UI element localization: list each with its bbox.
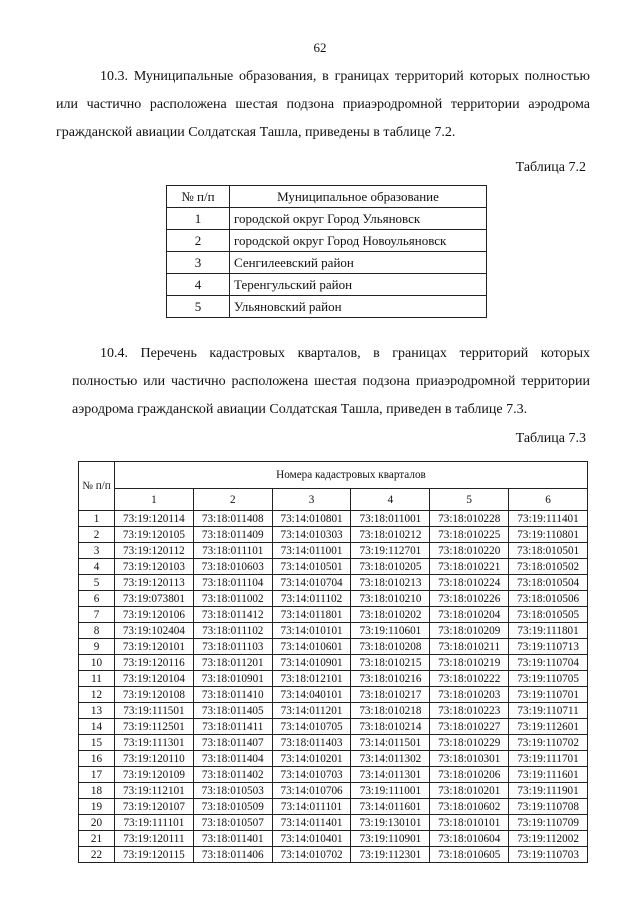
- cadastral-quarter-cell: 73:18:010501: [509, 543, 588, 559]
- cadastral-quarter-cell: 73:19:110711: [509, 703, 588, 719]
- cadastral-quarter-cell: 73:18:010202: [351, 607, 430, 623]
- cadastral-quarter-cell: 73:18:010225: [430, 527, 509, 543]
- municipality-cell: Теренгульский район: [230, 274, 487, 296]
- cadastral-quarter-cell: 73:18:010217: [351, 687, 430, 703]
- cadastral-quarter-cell: 73:19:110701: [509, 687, 588, 703]
- cadastral-quarter-cell: 73:18:011409: [193, 527, 272, 543]
- cadastral-quarter-cell: 73:19:120106: [115, 607, 194, 623]
- cadastral-quarter-cell: 73:19:110702: [509, 735, 588, 751]
- column-number-header: 5: [430, 489, 509, 511]
- table-row: [79, 511, 588, 527]
- cadastral-quarter-cell: 73:18:011101: [193, 543, 272, 559]
- row-number-cell: 12: [79, 687, 115, 703]
- cadastral-quarter-cell: 73:19:111901: [509, 783, 588, 799]
- cadastral-quarter-cell: 73:18:011403: [272, 735, 351, 751]
- cadastral-quarter-cell: 73:19:120113: [115, 575, 194, 591]
- cadastral-quarter-cell: 73:19:120109: [115, 767, 194, 783]
- table-row: [79, 815, 588, 831]
- cadastral-quarter-cell: 73:14:011601: [351, 799, 430, 815]
- table-row: [167, 296, 487, 318]
- row-number-cell: 20: [79, 815, 115, 831]
- table-row: [79, 751, 588, 767]
- cadastral-quarter-cell: 73:18:011405: [193, 703, 272, 719]
- cadastral-quarter-cell: 73:18:010216: [351, 671, 430, 687]
- cadastral-quarter-cell: 73:19:102404: [115, 623, 194, 639]
- cadastral-quarter-cell: 73:14:010101: [272, 623, 351, 639]
- cadastral-quarter-cell: 73:18:010223: [430, 703, 509, 719]
- table-group-header: Номера кадастровых кварталов: [115, 462, 588, 489]
- cadastral-quarter-cell: 73:18:010208: [351, 639, 430, 655]
- cadastral-quarter-cell: 73:18:011411: [193, 719, 272, 735]
- cadastral-quarter-cell: 73:14:011301: [351, 767, 430, 783]
- table-row: [79, 831, 588, 847]
- cadastral-quarter-cell: 73:18:010301: [430, 751, 509, 767]
- cadastral-quarter-cell: 73:19:111601: [509, 767, 588, 783]
- table-row: [167, 274, 487, 296]
- row-number-cell: 6: [79, 591, 115, 607]
- cadastral-quarter-cell: 73:14:011102: [272, 591, 351, 607]
- table-row: [79, 671, 588, 687]
- cadastral-quarter-cell: 73:19:110704: [509, 655, 588, 671]
- cadastral-quarter-cell: 73:18:010224: [430, 575, 509, 591]
- table-row: [79, 735, 588, 751]
- cadastral-quarter-cell: 73:14:010704: [272, 575, 351, 591]
- cadastral-quarter-cell: 73:19:111301: [115, 735, 194, 751]
- table-row: [79, 847, 588, 863]
- cadastral-quarter-cell: 73:19:120114: [115, 511, 194, 527]
- row-number-cell: 8: [79, 623, 115, 639]
- table-row: [79, 719, 588, 735]
- column-number-header: 3: [272, 489, 351, 511]
- cadastral-quarter-cell: 73:14:011201: [272, 703, 351, 719]
- cadastral-quarter-cell: 73:19:110713: [509, 639, 588, 655]
- cadastral-quarter-cell: 73:19:120105: [115, 527, 194, 543]
- cadastral-quarter-cell: 73:18:010901: [193, 671, 272, 687]
- cadastral-quarter-cell: 73:18:011410: [193, 687, 272, 703]
- row-number-cell: 9: [79, 639, 115, 655]
- table-header-number: № п/п: [167, 186, 230, 208]
- cadastral-quarter-cell: 73:18:011002: [193, 591, 272, 607]
- cadastral-quarter-cell: 73:18:011406: [193, 847, 272, 863]
- page-number: 62: [313, 40, 327, 55]
- cadastral-quarter-cell: 73:18:010212: [351, 527, 430, 543]
- cadastral-quarter-cell: 73:18:010226: [430, 591, 509, 607]
- cadastral-quarter-cell: 73:14:010706: [272, 783, 351, 799]
- cadastral-quarter-cell: 73:19:111501: [115, 703, 194, 719]
- cadastral-quarter-cell: 73:18:010229: [430, 735, 509, 751]
- municipality-cell: городской округ Город Новоульяновск: [230, 230, 487, 252]
- cadastral-quarter-cell: 73:18:011102: [193, 623, 272, 639]
- cadastral-quarter-cell: 73:19:110801: [509, 527, 588, 543]
- cadastral-quarter-cell: 73:19:110705: [509, 671, 588, 687]
- cadastral-quarter-cell: 73:14:011501: [351, 735, 430, 751]
- column-number-header: 2: [193, 489, 272, 511]
- cadastral-quarter-cell: 73:18:010603: [193, 559, 272, 575]
- municipality-cell: городской округ Город Ульяновск: [230, 208, 487, 230]
- cadastral-quarter-cell: 73:19:112301: [351, 847, 430, 863]
- cadastral-quarter-cell: 73:18:010206: [430, 767, 509, 783]
- row-number-cell: 19: [79, 799, 115, 815]
- cadastral-quarter-cell: 73:19:120112: [115, 543, 194, 559]
- cadastral-quarter-cell: 73:18:010213: [351, 575, 430, 591]
- row-number-cell: 11: [79, 671, 115, 687]
- cadastral-quarter-cell: 73:18:010209: [430, 623, 509, 639]
- table-row: [79, 559, 588, 575]
- table-row: [79, 639, 588, 655]
- cadastral-quarter-cell: 73:14:010201: [272, 751, 351, 767]
- cadastral-quarter-cell: 73:18:010503: [193, 783, 272, 799]
- row-number-cell: 7: [79, 607, 115, 623]
- cadastral-quarter-cell: 73:19:120111: [115, 831, 194, 847]
- cadastral-quarter-cell: 73:19:120110: [115, 751, 194, 767]
- cadastral-quarter-cell: 73:14:010702: [272, 847, 351, 863]
- cadastral-quarter-cell: 73:18:010201: [430, 783, 509, 799]
- cadastral-quarter-cell: 73:18:010509: [193, 799, 272, 815]
- cadastral-quarter-cell: 73:19:110601: [351, 623, 430, 639]
- cadastral-quarter-cell: 73:18:011001: [351, 511, 430, 527]
- cadastral-quarter-cell: 73:18:011103: [193, 639, 272, 655]
- table-row: [79, 799, 588, 815]
- table-row: [79, 783, 588, 799]
- cadastral-quarters-table: [78, 461, 588, 863]
- cadastral-quarter-cell: 73:18:010221: [430, 559, 509, 575]
- table-row: [79, 703, 588, 719]
- cadastral-quarter-cell: 73:18:010222: [430, 671, 509, 687]
- cadastral-quarter-cell: 73:18:010215: [351, 655, 430, 671]
- municipalities-table: [166, 185, 487, 318]
- cadastral-quarter-cell: 73:14:040101: [272, 687, 351, 703]
- row-number-cell: 10: [79, 655, 115, 671]
- cadastral-quarter-cell: 73:18:011404: [193, 751, 272, 767]
- cadastral-quarter-cell: 73:19:111001: [351, 783, 430, 799]
- row-number-cell: 4: [79, 559, 115, 575]
- cadastral-quarter-cell: 73:19:120108: [115, 687, 194, 703]
- cadastral-quarter-cell: 73:14:010601: [272, 639, 351, 655]
- table-7-2-caption: Таблица 7.2: [515, 160, 586, 175]
- row-number-cell: 18: [79, 783, 115, 799]
- cadastral-quarter-cell: 73:18:011412: [193, 607, 272, 623]
- cadastral-quarter-cell: 73:19:120116: [115, 655, 194, 671]
- cadastral-quarter-cell: 73:14:010901: [272, 655, 351, 671]
- cadastral-quarter-cell: 73:14:011001: [272, 543, 351, 559]
- table-row: [79, 767, 588, 783]
- cadastral-quarter-cell: 73:19:111801: [509, 623, 588, 639]
- cadastral-quarter-cell: 73:14:010703: [272, 767, 351, 783]
- section-10-4-paragraph: 10.4. Перечень кадастровых кварталов, в границах территорий которых полностью или частично расположена шестая подзона приаэродромной территории аэродрома гражданской авиации Солдатская Ташла, приведен в таблице 7.3.: [72, 346, 590, 417]
- cadastral-quarter-cell: 73:18:010214: [351, 719, 430, 735]
- cadastral-quarter-cell: 73:14:010705: [272, 719, 351, 735]
- row-number-cell: 3: [79, 543, 115, 559]
- cadastral-quarter-cell: 73:19:130101: [351, 815, 430, 831]
- cadastral-quarter-cell: 73:14:010501: [272, 559, 351, 575]
- cadastral-quarter-cell: 73:18:011201: [193, 655, 272, 671]
- table-row: [79, 607, 588, 623]
- cadastral-quarter-cell: 73:14:010801: [272, 511, 351, 527]
- cadastral-quarter-cell: 73:19:112501: [115, 719, 194, 735]
- cadastral-quarter-cell: 73:19:120107: [115, 799, 194, 815]
- cadastral-quarter-cell: 73:18:010205: [351, 559, 430, 575]
- row-number-cell: 5: [167, 296, 230, 318]
- cadastral-quarter-cell: 73:18:010219: [430, 655, 509, 671]
- municipality-cell: Сенгилеевский район: [230, 252, 487, 274]
- section-10-3-paragraph: 10.3. Муниципальные образования, в границах территорий которых полностью или частично расположена шестая подзона приаэродромной территории аэродрома гражданской авиации Солдатская Ташла, приведены в таблице 7.2.: [56, 69, 590, 140]
- table-7-3-caption: Таблица 7.3: [515, 431, 586, 446]
- municipality-cell: Ульяновский район: [230, 296, 487, 318]
- row-number-cell: 1: [167, 208, 230, 230]
- cadastral-quarter-cell: 73:19:111101: [115, 815, 194, 831]
- table-row: [167, 208, 487, 230]
- cadastral-quarter-cell: 73:18:011402: [193, 767, 272, 783]
- table-row: [79, 687, 588, 703]
- row-number-cell: 5: [79, 575, 115, 591]
- cadastral-quarter-cell: 73:19:112101: [115, 783, 194, 799]
- cadastral-quarter-cell: 73:18:010227: [430, 719, 509, 735]
- cadastral-quarter-cell: 73:14:010401: [272, 831, 351, 847]
- cadastral-quarter-cell: 73:19:120101: [115, 639, 194, 655]
- column-number-header: 1: [115, 489, 194, 511]
- row-number-cell: 17: [79, 767, 115, 783]
- table-row: [79, 543, 588, 559]
- table-row: [79, 591, 588, 607]
- cadastral-quarter-cell: 73:19:111401: [509, 511, 588, 527]
- table-row: [167, 230, 487, 252]
- row-number-cell: 1: [79, 511, 115, 527]
- cadastral-quarter-cell: 73:19:112701: [351, 543, 430, 559]
- cadastral-quarter-cell: 73:19:120115: [115, 847, 194, 863]
- table-row: [167, 252, 487, 274]
- row-number-cell: 13: [79, 703, 115, 719]
- cadastral-quarter-cell: 73:14:011401: [272, 815, 351, 831]
- row-number-cell: 15: [79, 735, 115, 751]
- cadastral-quarter-cell: 73:19:073801: [115, 591, 194, 607]
- cadastral-quarter-cell: 73:18:010605: [430, 847, 509, 863]
- cadastral-quarter-cell: 73:18:010228: [430, 511, 509, 527]
- cadastral-quarter-cell: 73:18:011104: [193, 575, 272, 591]
- cadastral-quarter-cell: 73:18:011408: [193, 511, 272, 527]
- row-number-cell: 4: [167, 274, 230, 296]
- cadastral-quarter-cell: 73:19:110709: [509, 815, 588, 831]
- cadastral-quarter-cell: 73:18:010101: [430, 815, 509, 831]
- table-row: [79, 623, 588, 639]
- cadastral-quarter-cell: 73:19:110901: [351, 831, 430, 847]
- cadastral-quarter-cell: 73:19:110703: [509, 847, 588, 863]
- column-number-header: 4: [351, 489, 430, 511]
- row-number-cell: 14: [79, 719, 115, 735]
- cadastral-quarter-cell: 73:18:010218: [351, 703, 430, 719]
- cadastral-quarter-cell: 73:18:011407: [193, 735, 272, 751]
- cadastral-quarter-cell: 73:18:010502: [509, 559, 588, 575]
- cadastral-quarter-cell: 73:19:111701: [509, 751, 588, 767]
- cadastral-quarter-cell: 73:19:112002: [509, 831, 588, 847]
- cadastral-quarter-cell: 73:18:010505: [509, 607, 588, 623]
- cadastral-quarter-cell: 73:14:011801: [272, 607, 351, 623]
- cadastral-quarter-cell: 73:18:011401: [193, 831, 272, 847]
- cadastral-quarter-cell: 73:19:110708: [509, 799, 588, 815]
- row-number-cell: 2: [79, 527, 115, 543]
- cadastral-quarter-cell: 73:14:010303: [272, 527, 351, 543]
- cadastral-quarter-cell: 73:19:112601: [509, 719, 588, 735]
- column-number-header: 6: [509, 489, 588, 511]
- row-number-cell: 16: [79, 751, 115, 767]
- cadastral-quarter-cell: 73:18:010504: [509, 575, 588, 591]
- cadastral-quarter-cell: 73:18:012101: [272, 671, 351, 687]
- cadastral-quarter-cell: 73:18:010210: [351, 591, 430, 607]
- row-number-cell: 22: [79, 847, 115, 863]
- row-number-cell: 21: [79, 831, 115, 847]
- cadastral-quarter-cell: 73:18:010507: [193, 815, 272, 831]
- cadastral-quarter-cell: 73:18:010204: [430, 607, 509, 623]
- row-number-cell: 3: [167, 252, 230, 274]
- cadastral-quarter-cell: 73:14:011302: [351, 751, 430, 767]
- table-header-number: № п/п: [79, 462, 115, 511]
- cadastral-quarter-cell: 73:18:010506: [509, 591, 588, 607]
- cadastral-quarter-cell: 73:18:010604: [430, 831, 509, 847]
- cadastral-quarter-cell: 73:18:010211: [430, 639, 509, 655]
- cadastral-quarter-cell: 73:14:011101: [272, 799, 351, 815]
- cadastral-quarter-cell: 73:19:120103: [115, 559, 194, 575]
- table-row: [79, 575, 588, 591]
- cadastral-quarter-cell: 73:18:010602: [430, 799, 509, 815]
- cadastral-quarter-cell: 73:18:010203: [430, 687, 509, 703]
- cadastral-quarter-cell: 73:19:120104: [115, 671, 194, 687]
- table-header-municipality: Муниципальное образование: [230, 186, 487, 208]
- row-number-cell: 2: [167, 230, 230, 252]
- table-row: [79, 527, 588, 543]
- table-row: [79, 655, 588, 671]
- cadastral-quarter-cell: 73:18:010220: [430, 543, 509, 559]
